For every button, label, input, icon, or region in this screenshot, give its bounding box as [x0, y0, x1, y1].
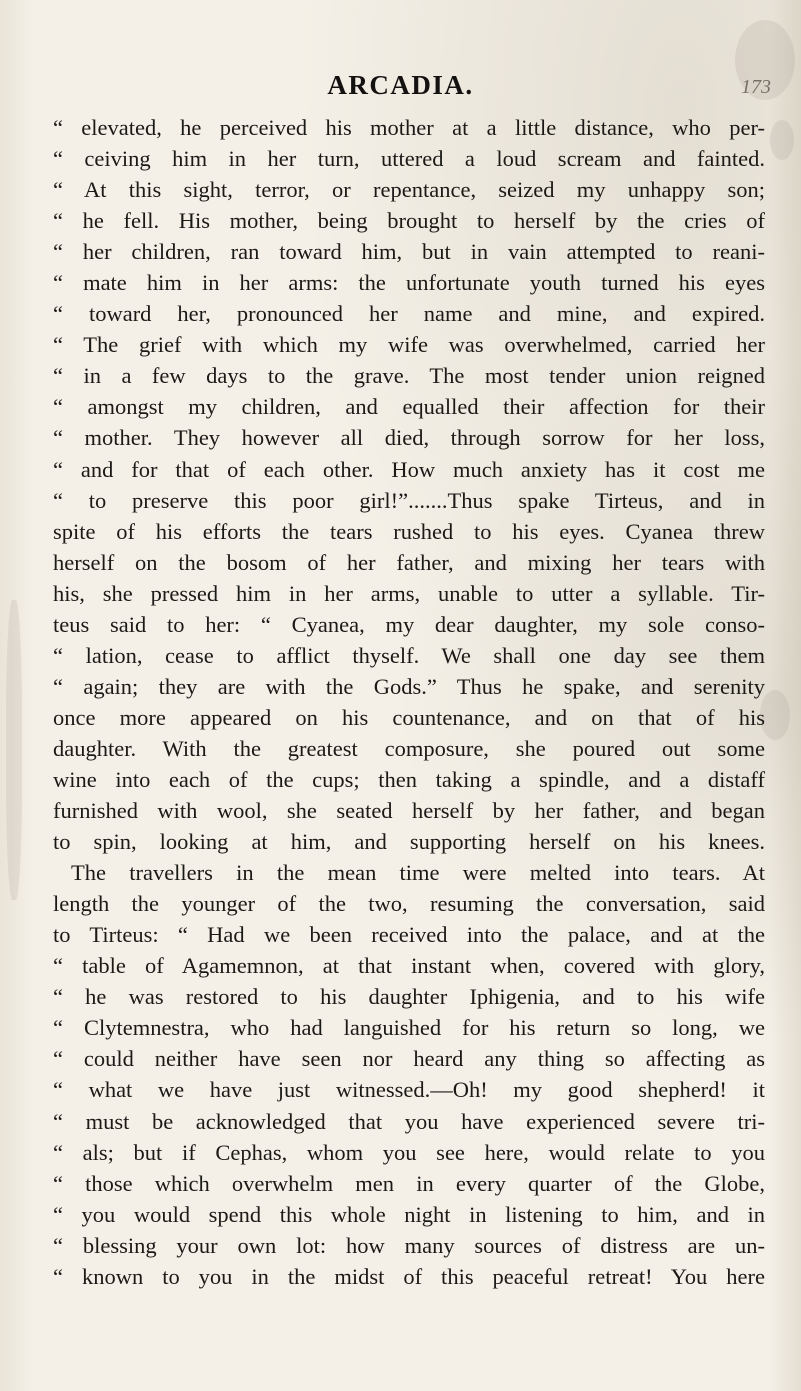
text-line: “ and for that of each other. How much anxiety has it cost me — [53, 456, 765, 482]
text-line: “ lation, cease to afflict thyself. We shall one day see them — [53, 642, 765, 668]
text-line: daughter. With the greatest composure, she poured out some — [53, 735, 765, 761]
text-line: “ The grief with which my wife was overwhelmed, carried her — [53, 332, 765, 358]
text-line: “ he was restored to his daughter Iphigenia, and to his wife — [53, 984, 765, 1010]
text-line: “ those which overwhelm men in every quarter of the Globe, — [53, 1170, 765, 1196]
text-line: “ mate him in her arms: the unfortunate youth turned his eyes — [53, 270, 765, 296]
text-line: “ elevated, he perceived his mother at a little distance, who per- — [53, 115, 765, 140]
text-line: The travellers in the mean time were melted into tears. At — [71, 860, 765, 886]
text-line: “ Clytemnestra, who had languished for his return so long, we — [53, 1015, 765, 1041]
text-line: “ must be acknowledged that you have experienced severe tri- — [53, 1108, 765, 1134]
page-number: 173 — [741, 76, 771, 98]
text-line: “ mother. They however all died, through sorrow for her loss, — [53, 425, 765, 451]
text-line: “ ceiving him in her turn, uttered a loud scream and fainted. — [53, 146, 765, 172]
paper-stain — [770, 120, 794, 160]
text-line: once more appeared on his countenance, and on that of his — [53, 704, 765, 730]
text-line: to spin, looking at him, and supporting herself on his knees. — [53, 829, 765, 855]
text-line: to Tirteus: “ Had we been received into the palace, and at the — [53, 922, 765, 948]
text-line: “ her children, ran toward him, but in vain attempted to reani- — [53, 239, 765, 265]
text-line: furnished with wool, she seated herself by her father, and began — [53, 798, 765, 824]
text-line: “ what we have just witnessed.—Oh! my good shepherd! it — [53, 1077, 765, 1103]
text-line: herself on the bosom of her father, and mixing her tears with — [53, 549, 765, 575]
text-line: “ als; but if Cephas, whom you see here, would relate to you — [53, 1139, 765, 1165]
text-line: wine into each of the cups; then taking a spindle, and a distaff — [53, 766, 765, 792]
text-line: “ amongst my children, and equalled their affection for their — [53, 394, 765, 420]
text-line: “ he fell. His mother, being brought to herself by the cries of — [53, 208, 765, 234]
text-line: “ you would spend this whole night in listening to him, and in — [53, 1201, 765, 1227]
paper-stain — [6, 600, 22, 900]
text-line: “ to preserve this poor girl!”.......Thus spake Tirteus, and in — [53, 487, 765, 513]
text-line: “ again; they are with the Gods.” Thus he spake, and serenity — [53, 673, 765, 699]
text-line: teus said to her: “ Cyanea, my dear daughter, my sole conso- — [53, 611, 765, 637]
text-line: his, she pressed him in her arms, unable to utter a syllable. Tir- — [53, 580, 765, 606]
text-line: “ known to you in the midst of this peaceful retreat! You here — [53, 1263, 765, 1289]
body-text — [53, 112, 765, 1292]
text-line: “ could neither have seen nor heard any thing so affecting as — [53, 1046, 765, 1072]
text-line: length the younger of the two, resuming the conversation, said — [53, 891, 765, 917]
text-line: spite of his efforts the tears rushed to his eyes. Cyanea threw — [53, 518, 765, 544]
running-head — [0, 70, 801, 104]
running-title: ARCADIA. — [327, 70, 474, 100]
text-line: “ toward her, pronounced her name and mine, and expired. — [53, 301, 765, 327]
text-line: “ At this sight, terror, or repentance, seized my unhappy son; — [53, 177, 765, 203]
text-line: “ in a few days to the grave. The most tender union reigned — [53, 363, 765, 389]
text-line: “ blessing your own lot: how many sources of distress are un- — [53, 1232, 765, 1258]
text-line: “ table of Agamemnon, at that instant when, covered with glory, — [53, 953, 765, 979]
